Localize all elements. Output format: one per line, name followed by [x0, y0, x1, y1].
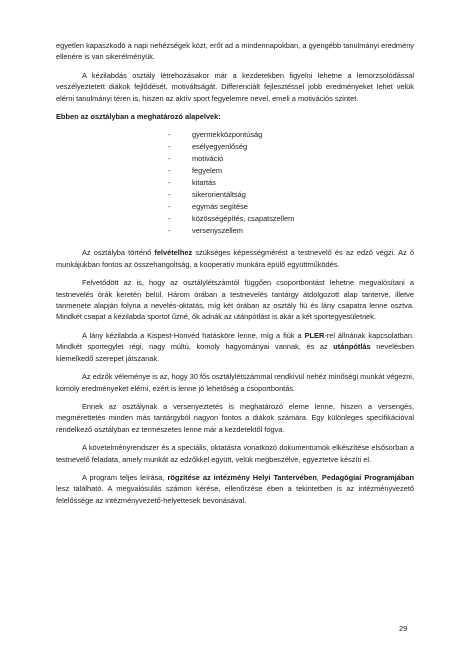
- principles-list: [56, 129, 414, 237]
- page-content: [56, 40, 414, 513]
- list-item: - közösségépítés, csapatszellem: [168, 214, 295, 224]
- list-item: - gyermekközpontúság: [168, 130, 263, 140]
- paragraph-group-split: Felvetődött az is, hogy az osztálylétszámtól függően csoportbontást lehetne megvalósítani a testnevelés órák keretén belül. Három órában a testnevelés tantárgy átdolgozott alap tanterve, illetve tanmenete alapján folyna a nevelés-oktatás, míg két órában az osztály fiú és lány csapatra lenne osztva. Mindkét csapat a kézilabda sportot űzné, ők adnák az utánpótlást is akár a két sportegyesületnek.: [56, 278, 414, 322]
- list-item: - sikerorientáltság: [168, 190, 246, 200]
- paragraph-requirements: A követelményrendszer és a speciális, oktatásra vonatkozó dokumentumok elkészítése elsősorban a testnevelő feladata, amely munkát az edzőkkel együtt, velük megbeszélve, egyeztetve készíti el.: [56, 443, 414, 464]
- list-item: - fegyelem: [168, 166, 222, 176]
- list-item: - egymás segítése: [168, 202, 248, 212]
- principles-heading: Ebben az osztályban a meghatározó alapelvek:: [56, 112, 221, 122]
- paragraph-intro: egyetlen kapaszkodó a napi nehézségek közt, erőt ad a mindennapokban, a gyengébb tanulmányi eredmény ellenére is van sikerélményük.: [56, 41, 414, 62]
- list-item: - kitartás: [168, 178, 216, 188]
- paragraph-admission: Az osztályba történő felvételhez szükséges képességmérést a testnevelő és az edző végzi. Az ő munkájukban fontos az összehangoltság, a kooperatív munkára épülő együttműködés.: [56, 248, 414, 269]
- paragraph-clubs: A lány kézilabda a Kispest-Honvéd hatásköre lenne, míg a fiúk a PLER-rel állnának kapcsolatban. Mindkét sportegylet régi, nagy múltú, komoly hagyományai vannak, és az utánpótlás nevelésben kiemelkedő szerepet játszanak.: [56, 330, 415, 363]
- paragraph-coaches-opinion: Az edzők véleménye is az, hogy 30 fős osztálylétszámmal rendkívül nehéz minőségi munkát végezni, komoly eredményeket elérni, ezért is lenne jó lehetőség a csoportbontás.: [56, 372, 414, 393]
- paragraph-competition: Ennek az osztálynak a versenyeztetés is meghatározó eleme lenne, hiszen a versengés, megmérettetés minden más tantárgyból nagyon fontos a diákok számára. Egy különleges specifikációval rendelkező osztályban ez természetes lenne már a kezdetektől fogva.: [56, 401, 414, 434]
- list-item: - esélyegyenlőség: [168, 142, 248, 152]
- list-item: - versenyszellem: [168, 226, 243, 236]
- page-number: 29: [399, 624, 408, 633]
- paragraph-handball-class: A kézilabdás osztály létrehozásakor már a kezdetekben figyelni lehetne a lemorzsolódással veszélyeztetett diákok fejlődését, motiváltságát. Differenciált fejlesztéssel jobb eredményeket lehet velük elérni tanulmányi téren is, hiszen az aktív sport fegyelemre nevel, emeli a motivációs szintet.: [56, 70, 414, 103]
- paragraph-program: A program teljes leírása, rögzítése az intézmény Helyi Tantervében, Pedagógiai Programjában lesz található. A megvalósulás számon kérése, ellenőrzése ében a tekintetben is az intézményvezető felelőssége az intézményvezető-helyettesek bevonásával.: [56, 472, 415, 505]
- list-item: - motiváció: [168, 154, 224, 164]
